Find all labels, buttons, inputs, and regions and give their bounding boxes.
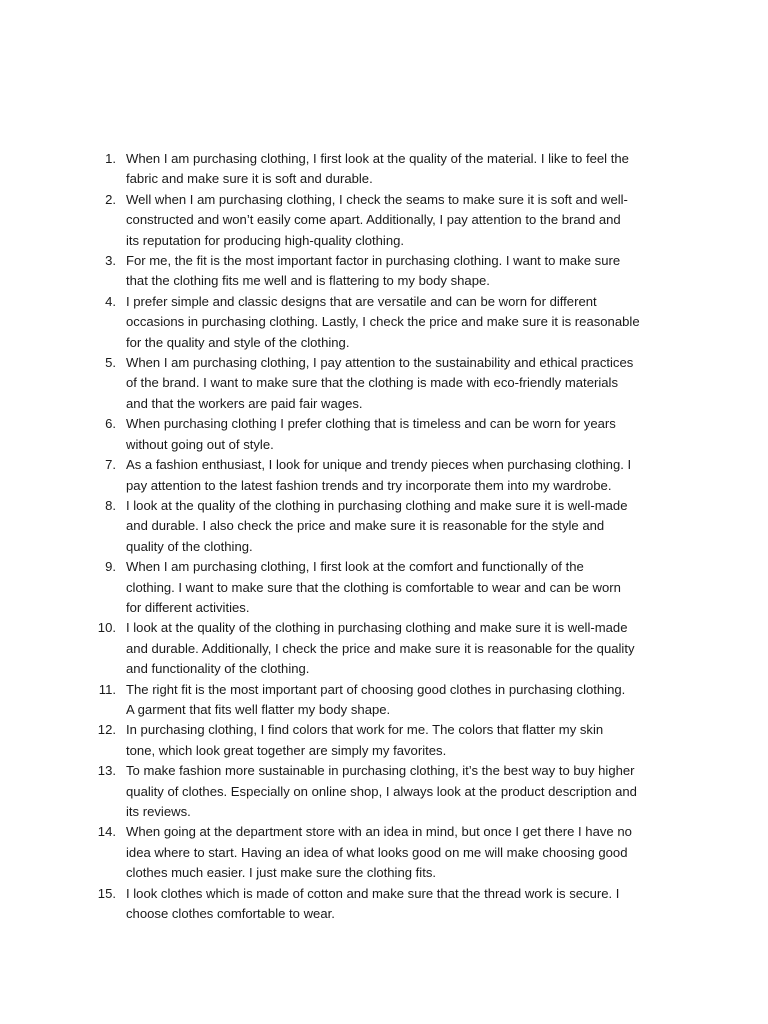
list-item [0, 720, 768, 761]
list-item-text: As a fashion enthusiast, I look for unique and trendy pieces when purchasing clothing. I pay attention to the latest fashion trends and try incorporate them into my wardrobe. [126, 457, 632, 493]
list-item [0, 618, 768, 679]
list-item-number: 14. [97, 824, 116, 840]
list-item [0, 414, 768, 455]
numbered-list [0, 149, 768, 924]
list-item [0, 822, 768, 883]
list-item [0, 761, 768, 822]
list-item-number: 5. [105, 355, 116, 371]
list-item-text: I look clothes which is made of cotton and make sure that the thread work is secure. I choose clothes comfortable to wear. [126, 885, 620, 922]
list-item-number: 10. [97, 620, 116, 636]
list-item-text: For me, the fit is the most important factor in purchasing clothing. I want to make sure that the clothing fits me well and is flattering to my body shape. [126, 253, 621, 289]
list-item-number: 13. [97, 763, 116, 779]
list-item-text: When going at the department store with an idea in mind, but once I get there I have no idea where to start. Having an idea of what looks good on me will make choosing good clothes much easier. I just make sure the clothing fits. [126, 824, 632, 881]
list-item-text: Well when I am purchasing clothing, I check the seams to make sure it is soft and well- constructed and won’t easily come apart. Additionally, I pay attention to the brand and its reputation for producing high-quality clothing. [126, 191, 628, 248]
list-item [0, 292, 768, 353]
list-item-number: 1. [105, 151, 116, 166]
list-item [0, 353, 768, 414]
list-item-text: In purchasing clothing, I find colors that work for me. The colors that flatter my skin tone, which look great together are simply my favorites. [126, 722, 604, 758]
list-item-text: When I am purchasing clothing, I pay attention to the sustainability and ethical practices of the brand. I want to make sure that the clothing is made with eco-friendly materials and that the workers are paid fair wages. [126, 355, 634, 411]
list-item-number: 6. [105, 416, 116, 432]
list-item-text: I prefer simple and classic designs that are versatile and can be worn for different occasions in purchasing clothing. Lastly, I check the price and make sure it is reasonable for the quality and style of the clothing. [126, 293, 640, 350]
list-item-number: 9. [105, 559, 116, 575]
list-item-number: 12. [97, 722, 116, 738]
list-item-number: 2. [105, 191, 116, 207]
list-item-number: 7. [105, 457, 116, 473]
list-item-text: When purchasing clothing I prefer clothing that is timeless and can be worn for years without going out of style. [126, 416, 616, 452]
list-item [0, 455, 768, 496]
list-item-number: 3. [105, 253, 116, 269]
list-item-text: When I am purchasing clothing, I first look at the quality of the material. I like to feel the fabric and make sure it is soft and durable. [126, 151, 629, 187]
list-item-number: 4. [105, 293, 116, 309]
list-item [0, 251, 768, 292]
list-item-text: The right fit is the most important part of choosing good clothes in purchasing clothing. A garment that fits well flatter my body shape. [126, 681, 626, 717]
list-item [0, 190, 768, 251]
list-item [0, 680, 768, 721]
list-item [0, 149, 768, 190]
list-item-text: When I am purchasing clothing, I first look at the comfort and functionally of the clothing. I want to make sure that the clothing is comfortable to wear and can be worn for different activities. [126, 559, 621, 615]
list-item-number: 15. [97, 885, 116, 901]
list-item [0, 496, 768, 557]
list-item-text: I look at the quality of the clothing in purchasing clothing and make sure it is well-made and durable. I also check the price and make sure it is reasonable for the style and quality of the clothing. [126, 497, 628, 554]
list-item-text: To make fashion more sustainable in purchasing clothing, it’s the best way to buy higher quality of clothes. Especially on online shop, I always look at the product description and its reviews. [126, 763, 637, 819]
list-item [0, 884, 768, 925]
list-item [0, 557, 768, 618]
list-item-number: 8. [105, 497, 116, 513]
list-item-number: 11. [98, 681, 116, 697]
list-item-text: I look at the quality of the clothing in purchasing clothing and make sure it is well-made and durable. Additionally, I check the price and make sure it is reasonable for the quality and functionality of the clothing. [126, 620, 635, 677]
